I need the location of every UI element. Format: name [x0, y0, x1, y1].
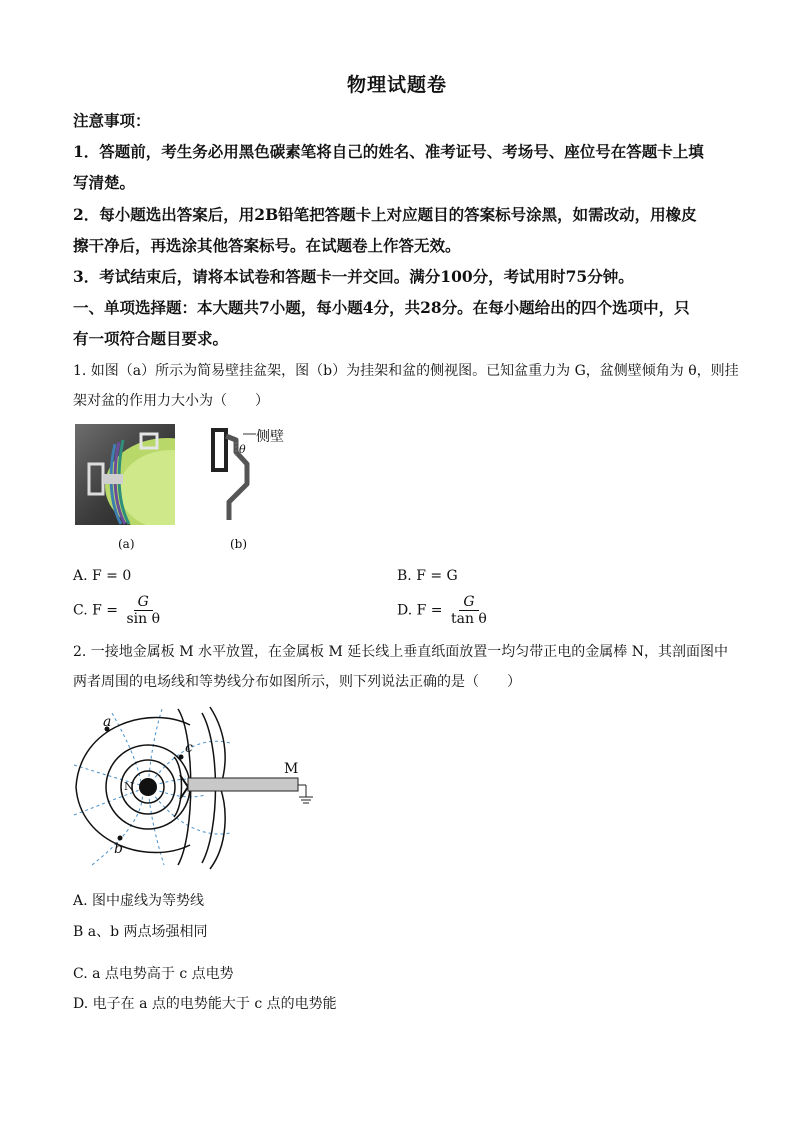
- notes-item-3: 3．考试结束后，请将本试卷和答题卡一并交回。满分100分，考试用时75分钟。: [73, 267, 634, 286]
- question-2-option-d: D. 电子在 a 点的电势能大于 c 点的电势能: [73, 996, 337, 1012]
- question-2-option-c: C. a 点电势高于 c 点电势: [73, 966, 234, 982]
- question-2-line-1: 2. 一接地金属板 M 水平放置，在金属板 M 延长线上垂直纸面放置一均匀带正电的金属棒 N，其剖面图中: [73, 644, 728, 660]
- question-1-line-2: 架对盆的作用力大小为（ ）: [73, 393, 269, 409]
- page-title: 物理试题卷: [346, 74, 447, 96]
- option-d-numerator: G: [459, 594, 478, 611]
- point-a-label: a: [103, 714, 112, 730]
- notes-item-2-line-2: 擦干净后，再选涂其他答案标号。在试题卷上作答无效。: [73, 236, 461, 255]
- point-c-label: c: [185, 740, 193, 756]
- question-1-option-d: [397, 594, 487, 627]
- question-2-line-2: 两者周围的电场线和等势线分布如图所示，则下列说法正确的是（ ）: [73, 674, 521, 690]
- option-c-numerator: G: [134, 594, 153, 611]
- option-c-denominator: sin θ: [126, 611, 161, 627]
- notes-item-2-line-1: 2．每小题选出答案后，用2B铅笔把答题卡上对应题目的答案标号涂黑，如需改动，用橡皮: [73, 205, 697, 224]
- notes-heading: 注意事项：: [73, 111, 151, 130]
- question-1-line-1: 1. 如图（a）所示为简易壁挂盆架，图（b）为挂架和盆的侧视图。已知盆重力为 G，盆侧壁倾角为 θ，则挂: [73, 363, 739, 379]
- question-1-option-b: B. F = G: [397, 568, 458, 584]
- question-2-option-b: B a、b 两点场强相同: [73, 924, 208, 940]
- plate-m-label: M: [284, 761, 299, 777]
- option-d-prefix: D. F =: [397, 602, 443, 619]
- basin-rack-photo: [75, 424, 175, 525]
- section-1-line-2: 有一项符合题目要求。: [73, 329, 229, 348]
- section-1-line-1: 一、单项选择题：本大题共7小题，每小题4分，共28分。在每小题给出的四个选项中，只: [73, 298, 690, 317]
- notes-item-1-line-2: 写清楚。: [73, 173, 136, 192]
- figure-a-caption: (a): [118, 537, 135, 551]
- notes-item-1-line-1: 1．答题前，考生务必用黑色碳素笔将自己的姓名、准考证号、考场号、座位号在答题卡上填: [73, 142, 704, 161]
- wall-label: 侧壁: [256, 429, 284, 445]
- option-d-denominator: tan θ: [450, 611, 487, 627]
- theta-label: θ: [239, 443, 246, 456]
- question-2-option-a: A. 图中虚线为等势线: [73, 893, 205, 909]
- rod-n-label: N: [124, 780, 134, 793]
- figure-b-caption: (b): [230, 537, 248, 551]
- electric-field-diagram: [70, 705, 330, 874]
- point-b-label: b: [114, 841, 123, 857]
- option-c-prefix: C. F =: [73, 602, 119, 619]
- question-1-option-c: [73, 594, 160, 627]
- option-c-fraction: [126, 594, 160, 627]
- question-1-option-a: A. F = 0: [73, 568, 132, 584]
- option-d-fraction: [451, 594, 487, 627]
